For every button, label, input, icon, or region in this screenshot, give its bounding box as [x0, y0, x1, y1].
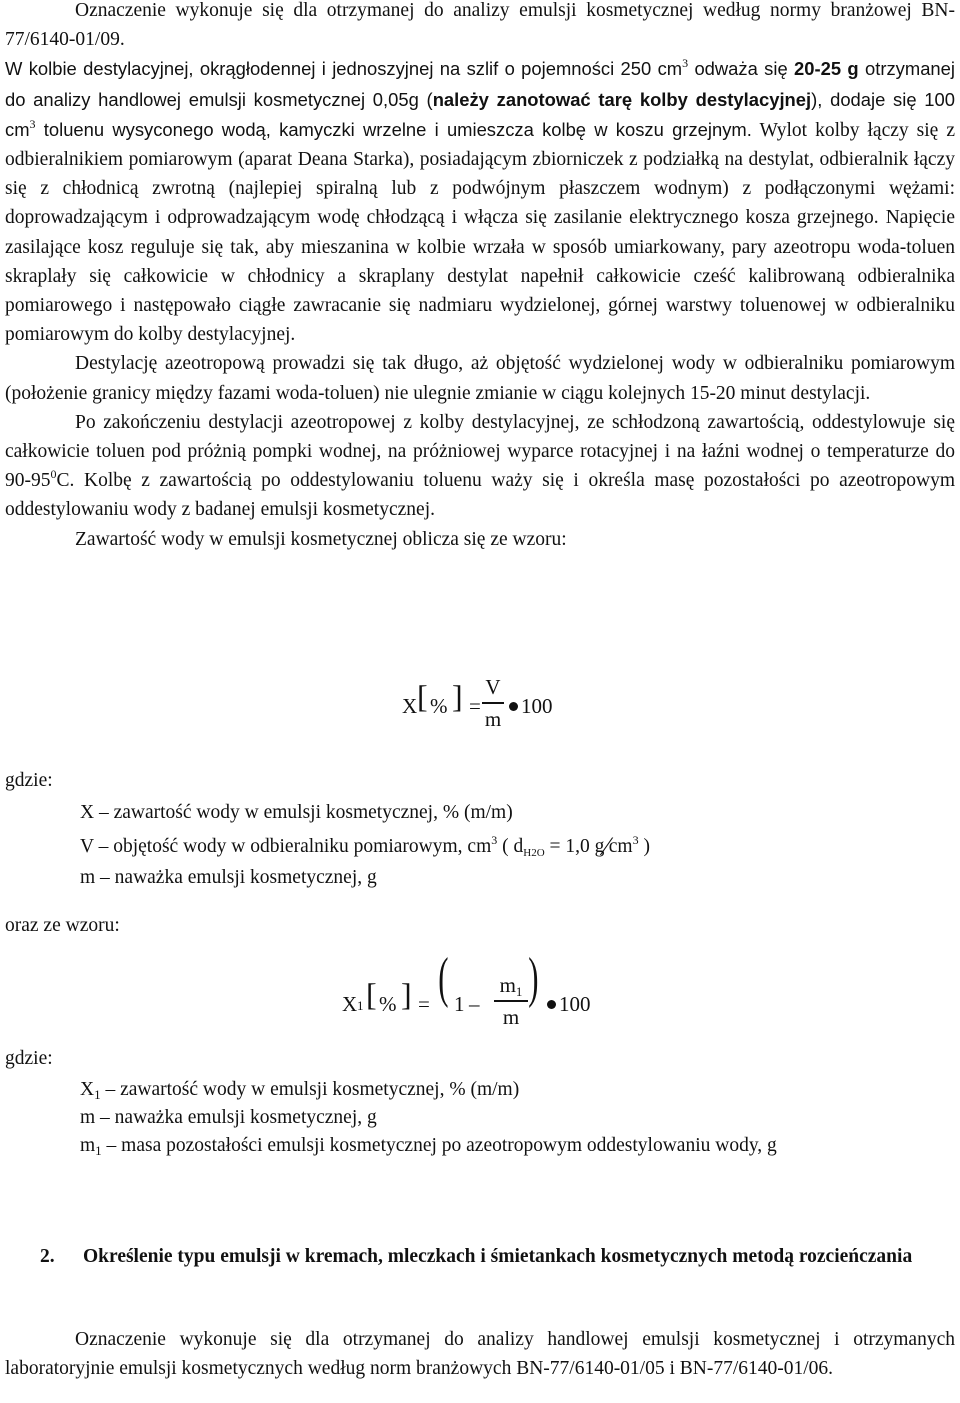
label-where-1: gdzie:: [5, 770, 53, 791]
paragraph-after-distillation: Po zakończeniu destylacji azeotropowej z kolby destylacyjnej, ze schłodzoną zawartością, oddestylowuje się całkowicie toluen pod próżnią pompki wodnej, na próżniowej wyparce rotacyjnej i na łaźni wodnej o temperaturze do $90-95^0C$. Kolbę z zawartością po oddestylowaniu toluenu waży się i określa masę pozostałości po azeotropowym oddestylowaniu wody z badanej emulsji kosmetycznej.: [5, 411, 955, 521]
formula-water-content-alt: X 1 [ % ] = ( 1 – $m_1$ m ) 100: [342, 947, 591, 1029]
definition-m1: $m_1$ – masa pozostałości emulsji kosmetycznej po azeotropowym oddestylowaniu wody, g: [80, 1135, 777, 1158]
definition-x1: $X_1$ – zawartość wody w emulsji kosmetycznej, % (m/m): [80, 1079, 520, 1102]
definitions-2: [80, 1076, 777, 1160]
definition-x: X – zawartość wody w emulsji kosmetycznej, % (m/m): [80, 802, 513, 823]
section-number: 2.: [40, 1246, 55, 1267]
formula-water-content: X [ % ] = V m 100: [402, 675, 553, 731]
paragraph-section-2: Oznaczenie wykonuje się dla otrzymanej do analizy handlowej emulsji kosmetycznej i otrzymanych laboratoryjnie emulsji kosmetycznych według norm branżowych BN-77/6140-01/05 i BN-77/6140-01/06.: [5, 1329, 955, 1380]
label-where-2: gdzie:: [5, 1048, 53, 1069]
definition-v: V – objętość wody w odbieralniku pomiarowym, $cm^3$ ( $d_{H2O} = 1,0$ $g⁄cm^3$ ): [80, 832, 650, 862]
paragraph-procedure: W kolbie destylacyjnej, okrągłodennej i jednoszyjnej na szlif o pojemności 250 $cm^3$ odważa się 20-25 g otrzymanej do analizy handlowej emulsji kosmetycznej 0,05g (należy zanotować tarę kolby destylacyjnej), dodaje się 100 $cm^3$ toluenu wysyconego wodą, kamyczki wrzelne i umieszcza kolbę w koszu grzejnym. Wylot kolby łączy się z odbieralnikiem pomiarowym (aparat Deana Starka), posiadającym zbiorniczek z podziałką na destylat, odbieralnik łączy się z chłodnicą zwrotną (najlepiej spiralną lub z podwójnym płaszczem wodnym) z podłączonymi wężami: doprowadzającym i odprowadzającym wodę chłodzącą i włącza się zasilanie elektrycznego kosza grzejnego. Napięcie zasilające kosz reguluje się tak, aby mieszanina w kolbie wrzała w sposób umiarkowany, pary azeotropu woda-toluen skraplały się całkowicie w chłodnicy a skraplany destylat napełnił całkowicie cześć kalibrowaną odbieralnika pomiarowego i następowało ciągłe zawracanie się nadmiaru wydzielonej, górnej warstwy toluenowej w odbieralniku pomiarowym do kolby destylacyjnej.: [5, 56, 955, 346]
definition-m: m – naważka emulsji kosmetycznej, g: [80, 867, 377, 889]
section-title: Określenie typu emulsji w kremach, mleczkach i śmietankach kosmetycznych metodą rozcieńczania: [83, 1246, 913, 1267]
definition-m-2: m – naważka emulsji kosmetycznej, g: [80, 1107, 377, 1128]
document-page: [5, 0, 955, 554]
paragraph-formula-intro: Zawartość wody w emulsji kosmetycznej oblicza się ze wzoru:: [75, 528, 567, 550]
label-or-formula: oraz ze wzoru:: [5, 915, 120, 936]
section-heading-2: [40, 1242, 955, 1302]
paragraph-intro: Oznaczenie wykonuje się dla otrzymanej do analizy emulsji kosmetycznej według normy branżowej BN-77/6140-01/09.: [5, 0, 955, 51]
paragraph-distillation: Destylację azeotropową prowadzi się tak długo, aż objętość wydzielonej wody w odbieralniku pomiarowym (położenie granicy między fazami woda-toluen) nie ulegnie zmianie w ciągu kolejnych 15-20 minut destylacji.: [5, 353, 955, 404]
definitions-1: [80, 798, 650, 893]
